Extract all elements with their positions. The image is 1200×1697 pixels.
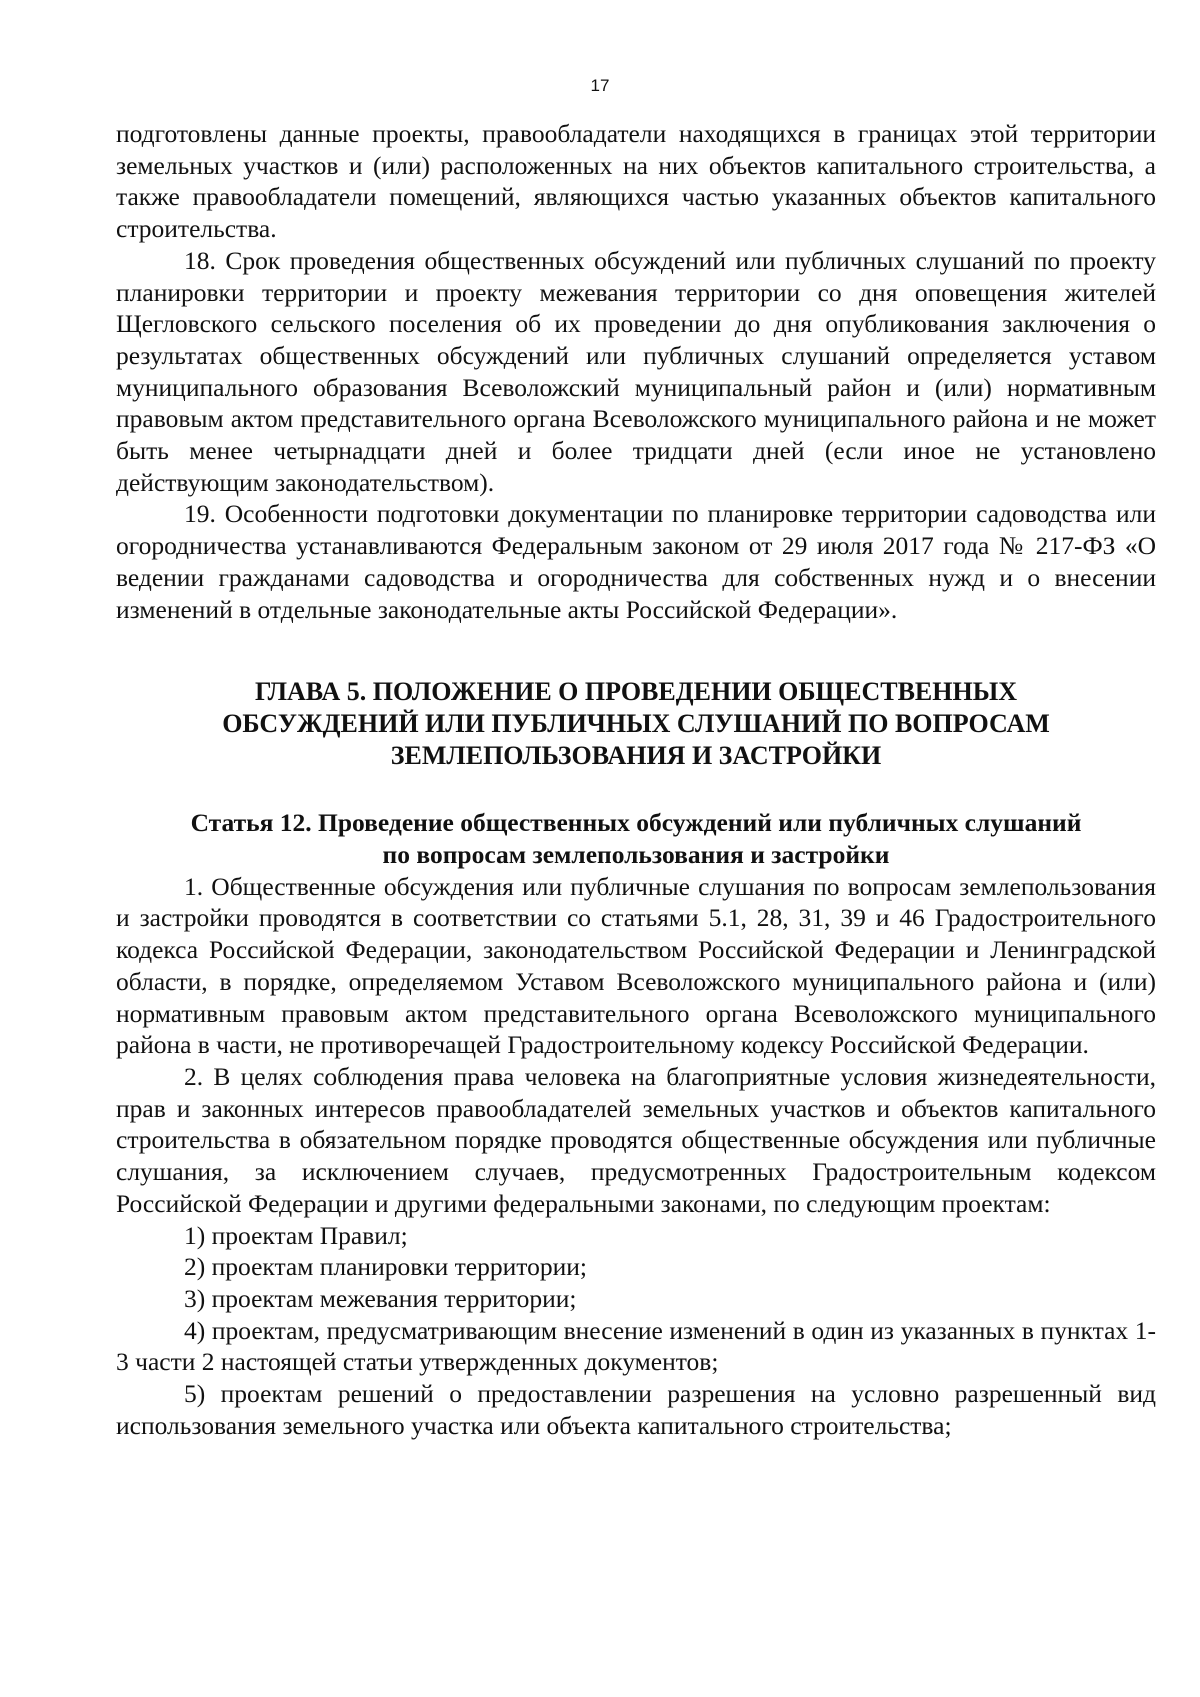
document-body — [116, 118, 1156, 1441]
article-title-line-1: Статья 12. Проведение общественных обсуждений или публичных слушаний — [190, 808, 1082, 838]
list-item-1: 1) проектам Правил; — [184, 1220, 408, 1250]
paragraph-item-18: 18. Срок проведения общественных обсуждений или публичных слушаний по проекту планировки территории и проекту межевания территории со дня оповещения жителей Щегловского сельского поселения об их проведении до дня опубликования заключения о результатах общественных обсуждений или публичных слушаний определяется уставом муниципального образования Всеволожский муниципальный район и (или) нормативным правовым актом представительного органа Всеволожского муниципального района и не может быть менее четырнадцати дней и более тридцати дней (если иное не установлено действующим законодательством). — [116, 245, 1156, 497]
list-item-5: 5) проектам решений о предоставлении разрешения на условно разрешенный вид использования земельного участка или объекта капитального строительства; — [116, 1379, 1156, 1440]
page-number: 17 — [590, 76, 610, 95]
paragraph-item-19: 19. Особенности подготовки документации по планировке территории садоводства или огородничества устанавливаются Федеральным законом от 29 июля 2017 года № 217-ФЗ «О ведении гражданами садоводства и огородничества для собственных нужд и о внесении изменений в отдельные законодательные акты Российской Федерации». — [116, 499, 1156, 624]
chapter-title: ГЛАВА 5. ПОЛОЖЕНИЕ О ПРОВЕДЕНИИ ОБЩЕСТВЕННЫХ ОБСУЖДЕНИЙ ИЛИ ПУБЛИЧНЫХ СЛУШАНИЙ ПО ВОПРОСАМ ЗЕМЛЕПОЛЬЗОВАНИЯ И ЗАСТРОЙКИ — [222, 677, 1050, 770]
paragraph-article-item-1: 1. Общественные обсуждения или публичные слушания по вопросам землепользования и застройки проводятся в соответствии со статьями 5.1, 28, 31, 39 и 46 Градостроительного кодекса Российской Федерации, законодательством Российской Федерации и Ленинградской области, в порядке, определяемом Уставом Всеволожского муниципального района и (или) нормативным правовым актом представительного органа Всеволожского муниципального района в части, не противоречащей Градостроительному кодексу Российской Федерации. — [116, 871, 1156, 1060]
article-title-line-2: по вопросам землепользования и застройки — [382, 840, 890, 870]
list-item-3: 3) проектам межевания территории; — [184, 1283, 577, 1313]
paragraph-article-item-2: 2. В целях соблюдения права человека на благоприятные условия жизнедеятельности, прав и законных интересов правообладателей земельных участков и объектов капитального строительства в обязательном порядке проводятся общественные обсуждения или публичные слушания, за исключением случаев, предусмотренных Градостроительным кодексом Российской Федерации и другими федеральными законами, по следующим проектам: — [116, 1061, 1156, 1218]
article-title — [116, 807, 1156, 870]
paragraph-continuation: подготовлены данные проекты, правообладатели находящихся в границах этой территории земельных участков и (или) расположенных на них объектов капитального строительства, а также правообладатели помещений, являющихся частью указанных объектов капитального строительства. — [116, 119, 1156, 244]
list-item-4: 4) проектам, предусматривающим внесение изменений в один из указанных в пунктах 1-3 части 2 настоящей статьи утвержденных документов; — [116, 1315, 1156, 1377]
list-item-2: 2) проектам планировки территории; — [184, 1252, 587, 1282]
